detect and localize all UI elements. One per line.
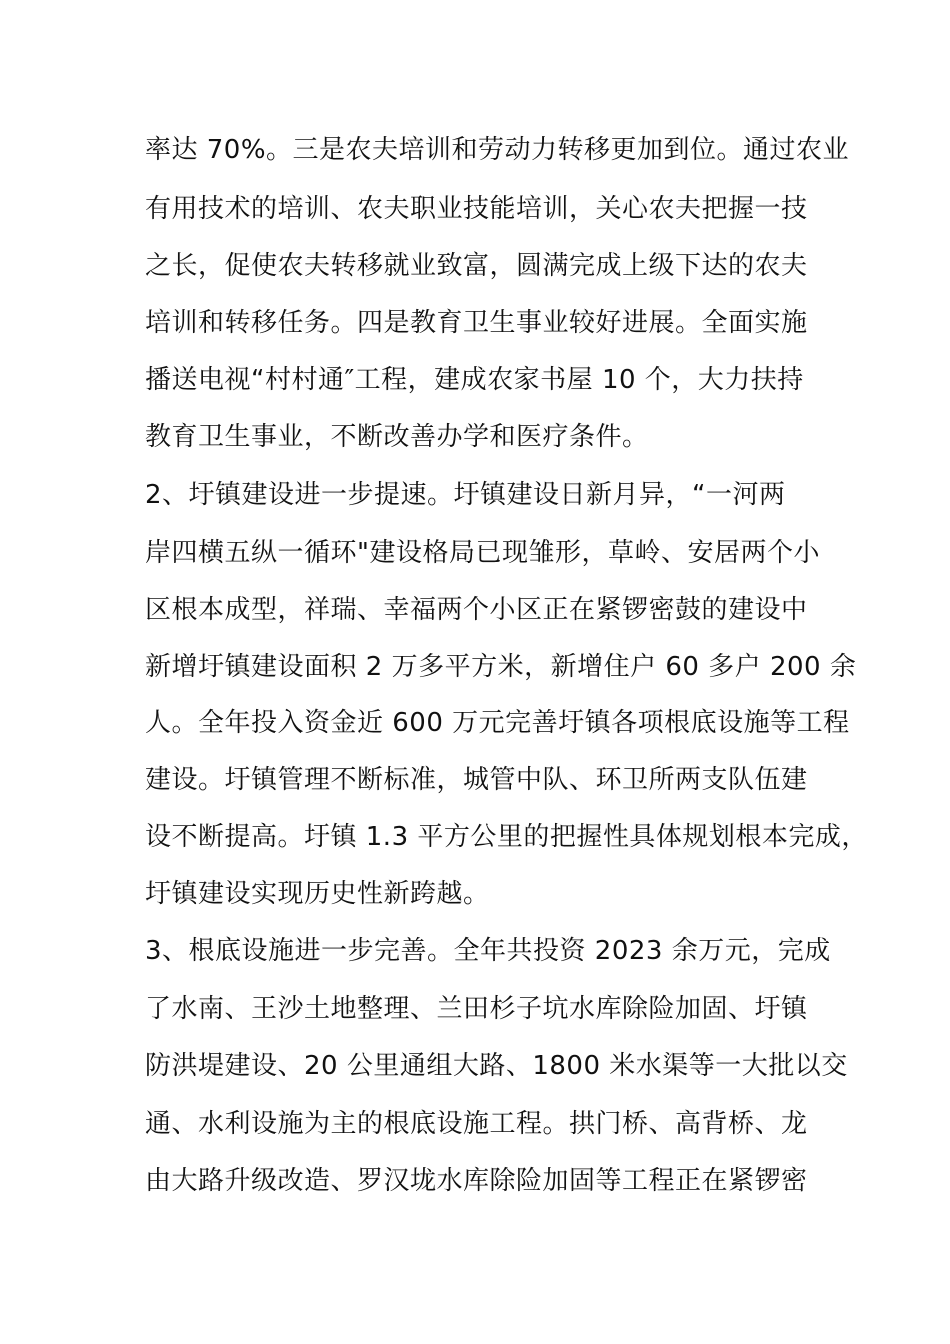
text-line: 建设。圩镇管理不断标准，城管中队、环卫所两支队伍建 [145, 765, 808, 795]
text-line: 有用技术的培训、农夫职业技能培训，关心农夫把握一技 [145, 194, 808, 224]
text-line: 了水南、王沙土地整理、兰田杉子坑水库除险加固、圩镇 [145, 994, 808, 1024]
text-line: 岸四横五纵一循环"建设格局已现雏形，草岭、安居两个小 [145, 538, 820, 568]
text-line: 之长，促使农夫转移就业致富，圆满完成上级下达的农夫 [145, 251, 808, 281]
text-line: 教育卫生事业，不断改善办学和医疗条件。 [145, 422, 649, 452]
text-line: 由大路升级改造、罗汉垅水库除险加固等工程正在紧锣密 [145, 1166, 808, 1196]
text-line: 率达 70%。三是农夫培训和劳动力转移更加到位。通过农业 [145, 135, 850, 165]
text-line: 培训和转移任务。四是教育卫生事业较好进展。全面实施 [145, 308, 808, 338]
text-line: 3、根底设施进一步完善。全年共投资 2023 余万元，完成 [145, 936, 831, 966]
text-line: 圩镇建设实现历史性新跨越。 [145, 879, 490, 909]
text-line: 通、水利设施为主的根底设施工程。拱门桥、高背桥、龙 [145, 1109, 808, 1139]
text-line: 人。全年投入资金近 600 万元完善圩镇各项根底设施等工程 [145, 708, 850, 738]
text-line: 播送电视“村村通″工程，建成农家书屋 10 个，大力扶持 [145, 365, 804, 395]
text-line: 区根本成型，祥瑞、幸福两个小区正在紧锣密鼓的建设中 [145, 595, 808, 625]
text-line: 防洪堤建设、20 公里通组大路、1800 米水渠等一大批以交 [145, 1051, 848, 1081]
text-line: 设不断提高。圩镇 1.3 平方公里的把握性具体规划根本完成， [145, 822, 868, 852]
text-line: 新增圩镇建设面积 2 万多平方米，新增住户 60 多户 200 余 [145, 652, 857, 682]
text-line: 2、圩镇建设进一步提速。圩镇建设日新月异，“一河两 [145, 480, 786, 510]
